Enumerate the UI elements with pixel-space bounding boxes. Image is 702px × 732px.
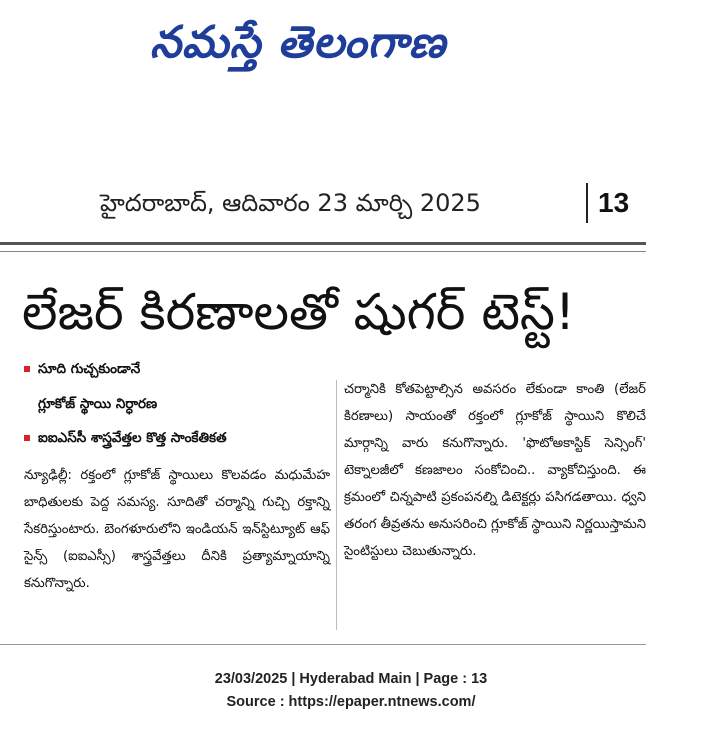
red-bullet-icon — [24, 366, 30, 372]
dateline: హైదరాబాద్, ఆదివారం 23 మార్చి 2025 — [100, 189, 481, 217]
kicker-1 — [24, 356, 140, 382]
page-number-separator — [586, 183, 588, 223]
kicker-text: సూది గుచ్చకుండానే — [38, 361, 141, 377]
kicker-text: ఐఐఎస్‌సీ శాస్త్రవేత్తల కొత్త సాంకేతికత — [38, 430, 227, 446]
red-bullet-icon — [24, 435, 30, 441]
article-body-left-column: న్యూఢిల్లీ: రక్తంలో గ్లూకోజ్ స్థాయిలు కొలవడం మధుమేహ బాధితులకు పెద్ద సమస్య. సూదితో చర్మాన్ని గుచ్చి రక్తాన్ని సేకరిస్తుంటారు. బెంగళూరులోని ఇండియన్ ఇన్‌స్టిట్యూట్ ఆఫ్ సైన్స్ (ఐఐఎస్సీ) శాస్త్రవేత్తలు దీనికి ప్రత్యామ్నాయాన్ని కనుగొన్నారు. — [24, 468, 330, 591]
kicker-3 — [24, 425, 227, 451]
footer-source-link[interactable]: Source : https://epaper.ntnews.com/ — [226, 694, 476, 710]
newspaper-masthead: నమస్తే తెలంగాణ — [150, 17, 447, 68]
footer-edition-info: 23/03/2025 | Hyderabad Main | Page : 13 — [214, 671, 488, 687]
footer-rule — [0, 644, 646, 645]
kicker-2 — [38, 391, 157, 417]
article-body-right-column: చర్మానికి కోతపెట్టాల్సిన అవసరం లేకుండా కాంతి (లేజర్ కిరణాలు) సాయంతో రక్తంలో గ్లూకోజ్ స్థాయిని కొలిచే మార్గాన్ని వారు కనుగొన్నారు. 'ఫొటోఅకాస్టిక్ సెన్సింగ్' టెక్నాలజీలో కణజాలం సంకోచించి.. వ్యాకోచిస్తుంది. ఈ క్రమంలో చిన్నపాటి ప్రకంపనల్ని డిటెక్టర్లు పసిగడతాయి. ధ్వని తరంగ తీవ్రతను అనుసరించి గ్లూకోజ్ స్థాయిని నిర్ణయిస్తామని సైంటిస్టులు చెబుతున్నారు. — [344, 382, 646, 559]
article-headline: లేజర్ కిరణాలతో షుగర్ టెస్ట్! — [22, 283, 576, 341]
column-divider — [336, 380, 337, 630]
kicker-text: గ్లూకోజ్ స్థాయి నిర్ధారణ — [38, 396, 158, 412]
header-rule-thin — [0, 251, 646, 252]
header-rule-thick — [0, 242, 646, 245]
page-number: 13 — [598, 187, 630, 218]
